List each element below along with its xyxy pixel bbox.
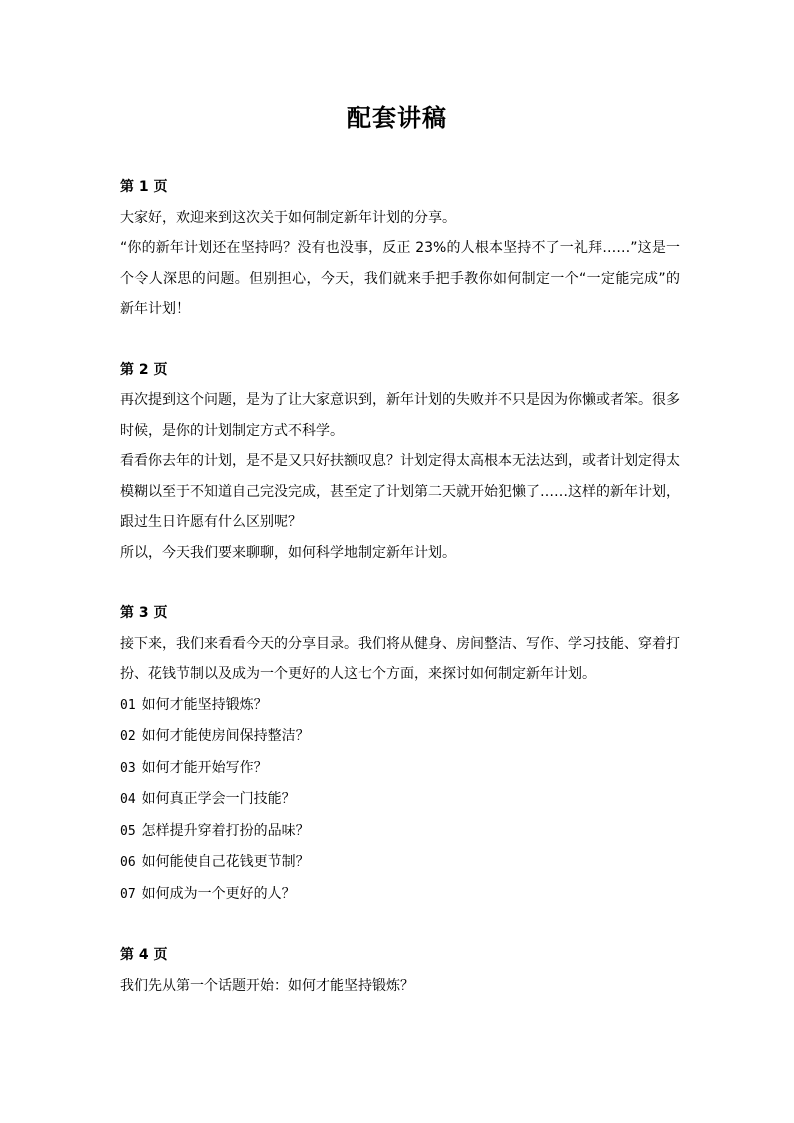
agenda-item-number: 03 bbox=[120, 760, 136, 776]
agenda-item bbox=[120, 753, 680, 785]
agenda-item bbox=[120, 847, 680, 879]
agenda-item-number: 04 bbox=[120, 792, 136, 807]
document-title: 配套讲稿 bbox=[347, 104, 447, 132]
paragraph: “你的新年计划还在坚持吗？没有也没事，反正 23%的人根本坚持不了一礼拜……”这是一个令人深思的问题。但别担心，今天，我们就来手把手教你如何制定一个“一定能完成”的新年计划！ bbox=[120, 240, 680, 317]
section-page-4 bbox=[120, 940, 680, 1001]
section-heading: 第 1 页 bbox=[120, 179, 168, 195]
agenda-item-number: 06 bbox=[120, 855, 136, 870]
paragraph: 看看你去年的计划，是不是又只好扶额叹息？计划定得太高根本无法达到，或者计划定得太模糊以至于不知道自己完没完成，甚至定了计划第二天就开始犯懒了……这样的新年计划，跟过生日许愿有什么区别呢？ bbox=[120, 453, 680, 530]
agenda-item-text: 如何才能坚持锻炼？ bbox=[141, 696, 268, 713]
agenda-item-text: 如何才能开始写作？ bbox=[141, 759, 268, 776]
paragraph: 我们先从第一个话题开始：如何才能坚持锻炼？ bbox=[120, 977, 414, 994]
agenda-item-text: 如何才能使房间保持整洁？ bbox=[141, 728, 310, 744]
agenda-item bbox=[120, 721, 680, 753]
agenda-item-text: 如何能使自己花钱更节制？ bbox=[141, 854, 310, 870]
agenda-list bbox=[120, 690, 680, 911]
document-body bbox=[120, 172, 680, 1031]
section-heading: 第 3 页 bbox=[120, 605, 168, 621]
agenda-item bbox=[120, 784, 680, 816]
agenda-item-text: 如何真正学会一门技能？ bbox=[141, 791, 296, 807]
paragraph: 大家好，欢迎来到这次关于如何制定新年计划的分享。 bbox=[120, 209, 456, 226]
paragraph: 再次提到这个问题，是为了让大家意识到，新年计划的失败并不只是因为你懒或者笨。很多时候，是你的计划制定方式不科学。 bbox=[120, 392, 680, 439]
agenda-item bbox=[120, 816, 680, 848]
agenda-item-text: 怎样提升穿着打扮的品味？ bbox=[141, 822, 310, 839]
agenda-item-text: 如何成为一个更好的人？ bbox=[141, 885, 296, 902]
agenda-item bbox=[120, 690, 680, 722]
paragraph: 所以，今天我们要来聊聊，如何科学地制定新年计划。 bbox=[120, 544, 456, 561]
agenda-item bbox=[120, 879, 680, 911]
paragraph: 接下来，我们来看看今天的分享目录。我们将从健身、房间整洁、写作、学习技能、穿着打扮、花钱节制以及成为一个更好的人这七个方面，来探讨如何制定新年计划。 bbox=[120, 635, 680, 682]
section-heading: 第 4 页 bbox=[120, 947, 168, 963]
agenda-item-number: 01 bbox=[120, 697, 136, 713]
section-page-1 bbox=[120, 172, 680, 325]
section-heading: 第 2 页 bbox=[120, 361, 168, 378]
agenda-item-number: 07 bbox=[120, 886, 136, 902]
section-page-2 bbox=[120, 355, 680, 569]
section-page-3 bbox=[120, 598, 680, 910]
agenda-item-number: 02 bbox=[120, 729, 136, 744]
agenda-item-number: 05 bbox=[120, 823, 136, 839]
